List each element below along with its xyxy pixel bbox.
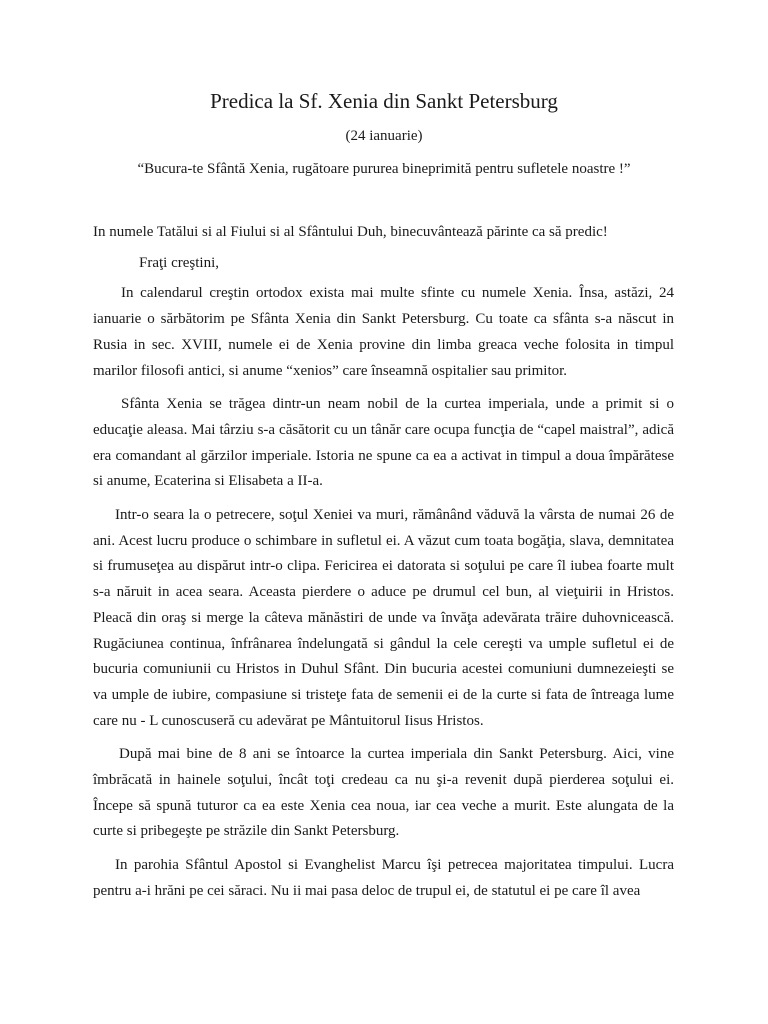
document-body <box>93 220 674 913</box>
paragraph-return: După mai bine de 8 ani se întoarce la curtea imperiala din Sankt Petersburg. Aici, vine îmbrăcată in hainele soţului, încât toţi credeau ca nu şi-a revenit după pierderea soţului ei. Începe să spună tuturor ca ea este Xenia cea noua, iar cea veche a murit. Este alungata de la curte si pribegeşte pe străzile din Sankt Petersburg. <box>93 746 674 840</box>
paragraph-origins: Sfânta Xenia se trăgea dintr-un neam nobil de la curtea imperiala, unde a primit si o educaţie aleasa. Mai târziu s-a căsătorit cu un tânăr care ocupa funcţia de “capel maistral”, adică era comandant al gărzilor imperiale. Istoria ne spune ca ea a activat in timpul a doua împărătese si anume, Ecaterina si Elisabeta a II-a. <box>93 396 674 490</box>
paragraph-invocation: In numele Tatălui si al Fiului si al Sfântului Duh, binecuvântează părinte ca să predic! <box>93 224 608 240</box>
document-title: Predica la Sf. Xenia din Sankt Petersburg <box>210 89 558 113</box>
paragraph-parish: In parohia Sfântul Apostol si Evanghelist Marcu îşi petrecea majoritatea timpului. Lucra pentru a-i hrăni pe cei săraci. Nu ii mai pasa deloc de trupul ei, de statutul ei pe care îl avea <box>93 857 674 899</box>
document-quote: “Bucura-te Sfântă Xenia, rugătoare pururea bineprimită pentru sufletele noastre !” <box>137 161 631 177</box>
paragraph-calendar: In calendarul creştin ortodox exista mai multe sfinte cu numele Xenia. Însa, astăzi, 24 ianuarie o sărbătorim pe Sfânta Xenia din Sankt Petersburg. Cu toate ca sfânta s-a născut in Rusia in sec. XVIII, numele ei de Xenia provine din limba greaca veche folosita in timpul marilor filosofi antici, si anume “xenios” care înseamnă ospitalier sau primitor. <box>93 285 674 379</box>
paragraph-widowhood: Intr-o seara la o petrecere, soţul Xeniei va muri, rămânând văduvă la vârsta de numai 26 de ani. Acest lucru produce o schimbare in sufletul ei. A văzut cum toata bogăţia, slava, demnitatea si frumuseţea au dispărut intr-o clipa. Fericirea ei datorata si soţului pe care îl iubea foarte mult s-a năruit in acea seara. Aceasta pierdere o aduce pe drumul cel bun, al vieţuirii in Hristos. Pleacă din oraş si merge la câteva mănăstiri de unde va învăţa adevărata trăire duhovnicească. Rugăciunea continua, înfrânarea îndelungată si gândul la cele cereşti va umple sufletul ei de bucuria comuniunii cu Hristos in Duhul Sfânt. Din bucuria acestei comuniuni dumnezeieşti se va umple de iubire, compasiune si tristeţe fata de semenii ei de la curte si fata de întreaga lume care nu - L cunoscuseră cu adevărat pe Mântuitorul Iisus Hristos. <box>93 507 674 729</box>
paragraph-greeting: Fraţi creştini, <box>139 254 219 271</box>
document-date: (24 ianuarie) <box>345 128 423 144</box>
